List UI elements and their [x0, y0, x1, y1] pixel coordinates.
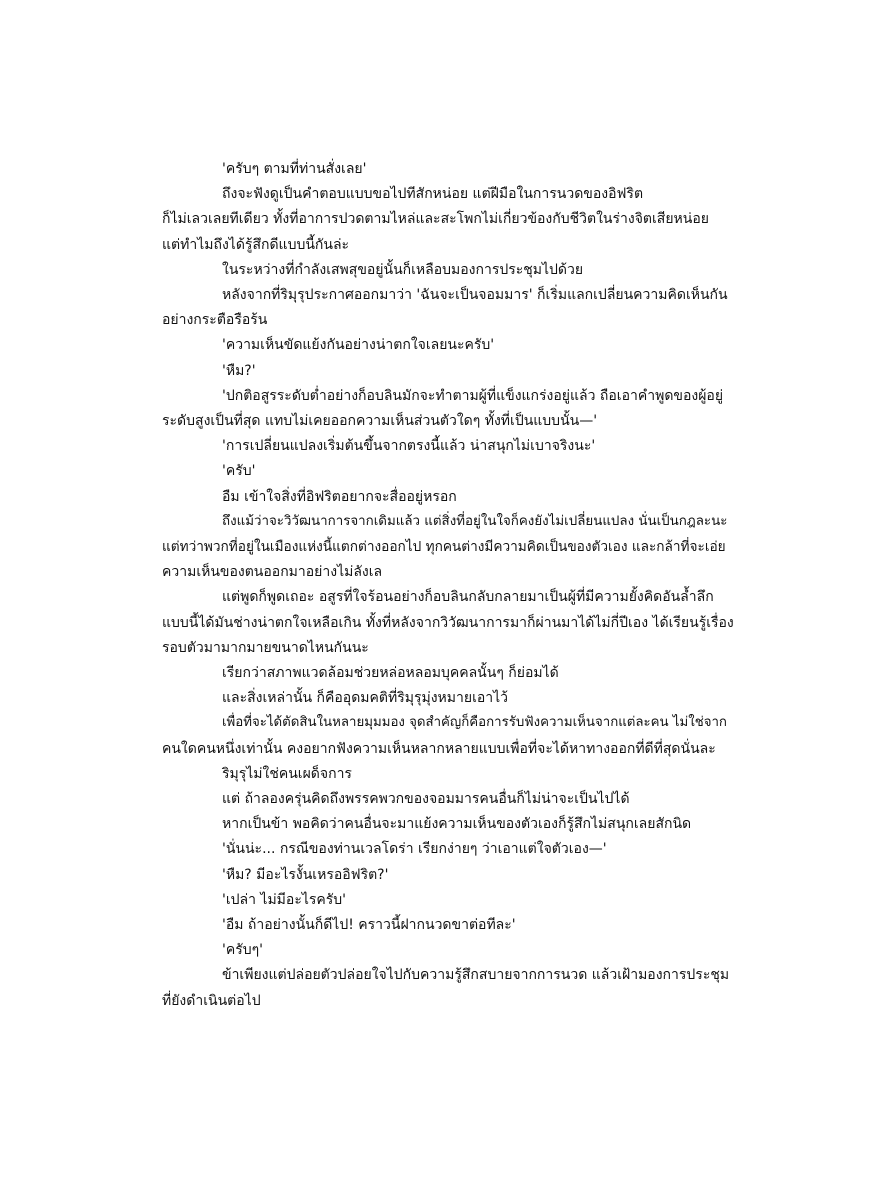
text-line: 'ปกติอสูรระดับต่ำอย่างก็อบลินมักจะทำตามผู้ที่แข็งแกร่งอยู่แล้ว ถือเอาคำพูดของผู้อยู่ [222, 387, 724, 404]
text-line: รอบตัวมามากมายขนาดไหนกันนะ [162, 639, 369, 656]
text-line: ความเห็นของตนออกมาอย่างไม่ลังเล [162, 564, 383, 581]
text-line: 'การเปลี่ยนแปลงเริ่มต้นขึ้นจากตรงนี้แล้ว น่าสนุกไม่เบาจริงนะ' [222, 438, 596, 455]
text-line: แต่พูดก็พูดเถอะ อสูรที่ใจร้อนอย่างก็อบลินกลับกลายมาเป็นผู้ที่มีความยั้งคิดอันล้ำลึก [222, 589, 714, 606]
text-line: 'ความเห็นขัดแย้งกันอย่างน่าตกใจเลยนะครับ' [222, 337, 495, 354]
text-line: แต่ทว่าพวกที่อยู่ในเมืองแห่งนี้แตกต่างออกไป ทุกคนต่างมีความคิดเป็นของตัวเอง และกล้าที่จะเอ่ย [162, 539, 726, 555]
text-line: ก็ไม่เลวเลยทีเดียว ทั้งที่อาการปวดตามไหล่และสะโพกไม่เกี่ยวข้องกับชีวิตในร่างจิตเสียหน่อย [162, 211, 709, 228]
text-line: และสิ่งเหล่านั้น ก็คืออุดมคติที่ริมุรุมุ่งหมายเอาไว้ [222, 690, 509, 707]
text-line: ระดับสูงเป็นที่สุด แทบไม่เคยออกความเห็นส่วนตัวใดๆ ทั้งที่เป็นแบบนั้น—' [162, 413, 598, 429]
text-line: 'อืม ถ้าอย่างนั้นก็ดีไป! คราวนี้ฝากนวดขาต่อทีละ' [222, 917, 516, 933]
text-line: เรียกว่าสภาพแวดล้อมช่วยหล่อหลอมบุคคลนั้นๆ ก็ย่อมได้ [222, 665, 559, 681]
text-line: 'หืม? มีอะไรงั้นเหรออิฟริต?' [222, 866, 389, 883]
text-line: ที่ยังดำเนินต่อไป [162, 992, 261, 1009]
text-line: 'เปล่า ไม่มีอะไรครับ' [222, 891, 347, 908]
text-line: ริมุรุไม่ใช่คนเผด็จการ [222, 765, 352, 782]
text-line: 'นั่นน่ะ... กรณีของท่านเวลโดร่า เรียกง่ายๆ ว่าเอาแต่ใจตัวเอง—' [222, 841, 607, 858]
text-line: ถึงแม้ว่าจะวิวัฒนาการจากเดิมแล้ว แต่สิ่งที่อยู่ในใจก็คงยังไม่เปลี่ยนแปลง นั่นเป็นกฎละนะ [222, 513, 728, 529]
text-line: อืม เข้าใจสิ่งที่อิฟริตอยากจะสื่ออยู่หรอก [222, 488, 457, 505]
text-line: ในระหว่างที่กำลังเสพสุขอยู่นั้นก็เหลือบมองการประชุมไปด้วย [222, 261, 584, 278]
text-line: คนใดคนหนึ่งเท่านั้น คงอยากฟังความเห็นหลากหลายแบบเพื่อที่จะได้หาทางออกที่ดีที่สุดนั่นละ [162, 740, 716, 757]
text-line: ข้าเพียงแต่ปล่อยตัวปล่อยใจไปกับความรู้สึกสบายจากการนวด แล้วเฝ้ามองการประชุม [222, 967, 730, 984]
text-line: อย่างกระตือรือร้น [162, 312, 268, 329]
text-line: แต่ ถ้าลองครุ่นคิดถึงพรรคพวกของจอมมารคนอื่นก็ไม่น่าจะเป็นไปได้ [222, 791, 630, 807]
text-line: 'ครับๆ ตามที่ท่านสั่งเลย' [222, 161, 367, 177]
text-line: เพื่อที่จะได้ตัดสินในหลายมุมมอง จุดสำคัญก็คือการรับฟังความเห็นจากแต่ละคน ไม่ใช่จาก [222, 715, 727, 731]
text-line: แบบนี้ได้มันช่างน่าตกใจเหลือเกิน ทั้งที่หลังจากวิวัฒนาการมาก็ผ่านมาได้ไม่กี่ปีเอง ได้เรียนรู้เรื่อง [162, 614, 734, 631]
text-line: 'ครับ' [222, 463, 256, 480]
text-line: หากเป็นข้า พอคิดว่าคนอื่นจะมาแย้งความเห็นของตัวเองก็รู้สึกไม่สนุกเลยสักนิด [222, 816, 692, 833]
text-line: 'ครับๆ' [222, 942, 263, 959]
text-line: แต่ทำไมถึงได้รู้สึกดีแบบนี้กันล่ะ [162, 236, 350, 253]
text-line: หลังจากที่ริมุรุประกาศออกมาว่า 'ฉันจะเป็นจอมมาร' ก็เริ่มแลกเปลี่ยนความคิดเห็นกัน [222, 287, 728, 303]
text-line: 'หืม?' [222, 362, 256, 379]
text-line: ถึงจะฟังดูเป็นคำตอบแบบขอไปทีสักหน่อย แต่ฝีมือในการนวดของอิฟริต [222, 186, 644, 203]
